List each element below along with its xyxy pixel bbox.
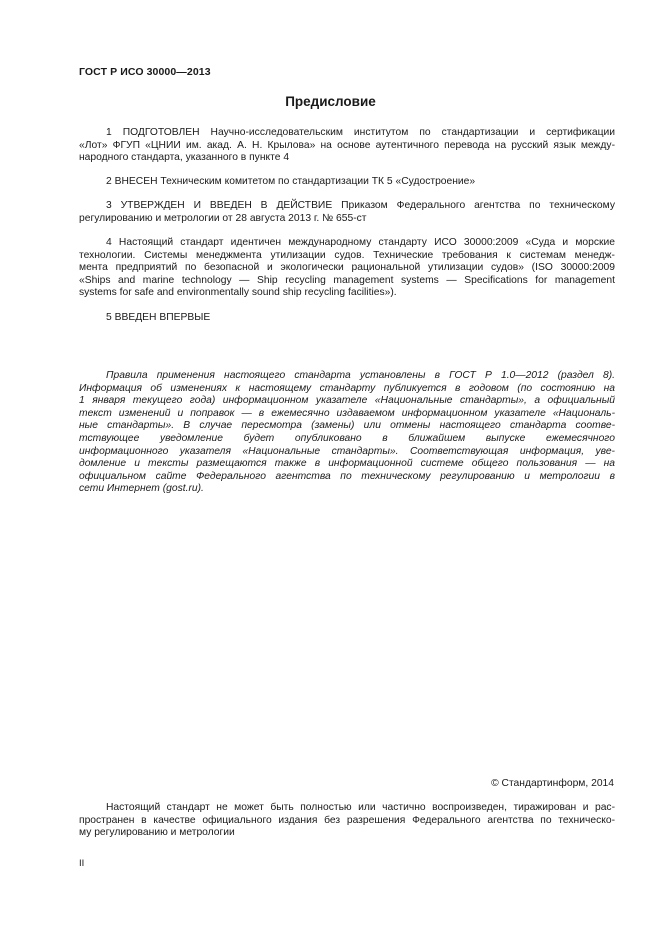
text-line: сети Интернет (gost.ru).: [79, 483, 204, 495]
document-code-header: ГОСТ Р ИСО 30000—2013: [79, 66, 211, 78]
text-line: «Лот» ФГУП «ЦНИИ им. акад. А. Н. Крылова» на основе аутентичного перевода на русский язык между-: [79, 139, 615, 151]
text-line: домление и тексты размещаются также в информационной системе общего пользования — на: [79, 458, 615, 470]
application-rules-notice: [79, 370, 615, 496]
text-line: «Ships and marine technology — Ship recycling management systems — Specifications for management: [79, 274, 615, 286]
copyright-notice: © Стандартинформ, 2014: [491, 778, 614, 789]
text-line: 2 ВНЕСЕН Техническим комитетом по стандартизации ТК 5 «Судостроение»: [106, 176, 476, 188]
text-line: текст изменений и поправок — в ежемесячно издаваемом информационном указателе «Националь-: [79, 407, 615, 419]
text-line: регулированию и метрологии от 28 августа 2013 г. № 655-ст: [79, 212, 367, 224]
text-line: тствующее уведомление будет опубликовано в ближайшем выпуске ежемесячного: [79, 432, 615, 444]
text-line: Информация об изменениях к настоящему стандарту публикуется в годовом (по состоянию на: [79, 382, 615, 394]
text-line: официальном сайте Федерального агентства по техническому регулированию и метрологии в: [79, 470, 615, 482]
reproduction-notice: [79, 802, 615, 840]
text-line: му регулированию и метрологии: [79, 827, 235, 839]
text-line: ные стандарты». В случае пересмотра (замены) или отмены настоящего стандарта соотве-: [79, 420, 615, 432]
foreword-item-5: [79, 312, 615, 325]
foreword-item-3: [79, 200, 615, 225]
text-line: пространен в качестве официального издания без разрешения Федерального агентства по техническо-: [79, 814, 615, 826]
foreword-content: [79, 127, 615, 336]
foreword-item-2: [79, 176, 615, 189]
text-line: Настоящий стандарт не может быть полностью или частично воспроизведен, тиражирован и рас-: [106, 802, 615, 813]
page-title: Предисловие: [285, 94, 376, 109]
foreword-item-4: [79, 237, 615, 300]
text-line: информационного указателя «Национальные стандарты». Соответствующая информация, уве-: [79, 445, 615, 457]
foreword-item-1: [79, 127, 615, 165]
text-line: 4 Настоящий стандарт идентичен международному стандарту ИСО 30000:2009 «Суда и морские: [106, 237, 615, 249]
text-line: 1 ПОДГОТОВЛЕН Научно-исследовательским институтом по стандартизации и сертификации: [106, 127, 615, 138]
text-line: технологии. Системы менеджмента утилизации судов. Технические требования к системам менедж-: [79, 249, 615, 261]
text-line: народного стандарта, указанного в пункте 4: [79, 152, 290, 164]
text-line: 3 УТВЕРЖДЕН И ВВЕДЕН В ДЕЙСТВИЕ Приказом Федерального агентства по техническому: [106, 200, 615, 212]
text-line: мента предприятий по безопасной и экологически рациональной утилизации судов» (ISO 30000:2009: [79, 262, 615, 274]
text-line: Правила применения настоящего стандарта установлены в ГОСТ Р 1.0—2012 (раздел 8).: [106, 370, 615, 381]
page-number: II: [79, 858, 85, 869]
text-line: systems for safe and environmentally sound ship recycling facilities»).: [79, 287, 397, 299]
text-line: 5 ВВЕДЕН ВПЕРВЫЕ: [106, 311, 211, 323]
text-line: 1 января текущего года) информационном указателе «Национальные стандарты», а официальный: [79, 395, 615, 407]
